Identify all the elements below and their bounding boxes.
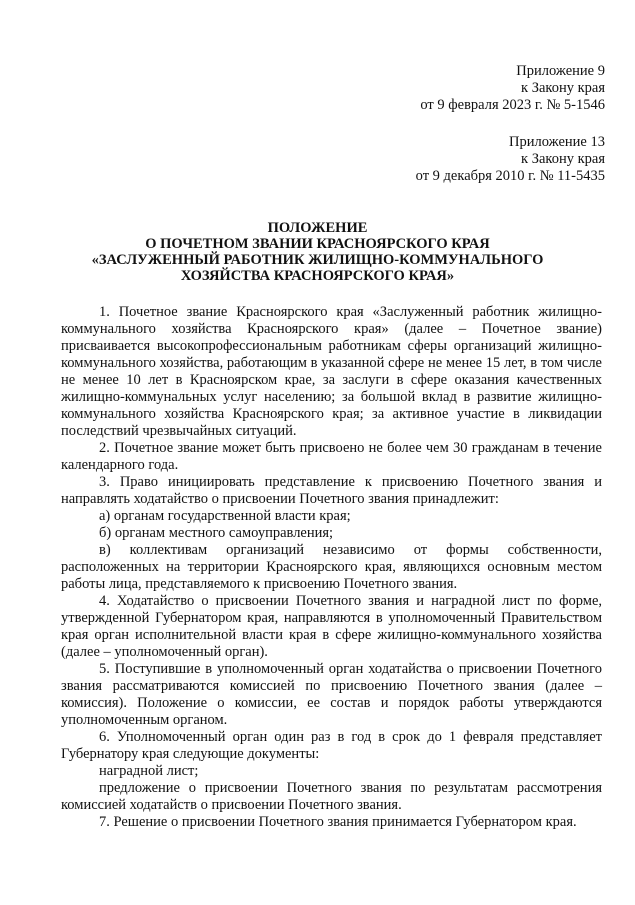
document-body bbox=[61, 304, 602, 831]
appendix-13-header bbox=[416, 134, 605, 185]
document-title bbox=[40, 220, 595, 284]
paragraph-6-item-2: предложение о присвоении Почетного звания по результатам рассмотрения комиссией ходатайств о присвоении Почетного звания. bbox=[61, 780, 602, 813]
appendix-13-law-ref: к Закону края bbox=[521, 151, 605, 167]
paragraph-3: 3. Право инициировать представление к присвоению Почетного звания и направлять ходатайство о присвоении Почетного звания принадлежит: bbox=[61, 474, 602, 507]
paragraph-5: 5. Поступившие в уполномоченный орган ходатайства о присвоении Почетного звания рассматриваются комиссией по присвоению Почетного звания (далее – комиссия). Положение о комиссии, ее состав и порядок работы утверждаются уполномоченным органом. bbox=[61, 661, 602, 728]
appendix-9-law-date: от 9 февраля 2023 г. № 5-1546 bbox=[420, 97, 605, 113]
paragraph-1: 1. Почетное звание Красноярского края «Заслуженный работник жилищно-коммунального хозяйства Красноярского края» (далее – Почетное звание) присваивается высокопрофессиональным работникам сферы организаций жилищно-коммунального хозяйства, работающим в указанной сфере не менее 15 лет, в том числе не менее 10 лет в Красноярском крае, за заслуги в сфере оказания качественных жилищно-коммунальных услуг населению; за большой вклад в развитие жилищно-коммунального хозяйства Красноярского края; за активное участие в ликвидации последствий чрезвычайных ситуаций. bbox=[61, 304, 602, 439]
paragraph-2: 2. Почетное звание может быть присвоено не более чем 30 гражданам в течение календарного года. bbox=[61, 440, 602, 473]
appendix-9-law-ref: к Закону края bbox=[521, 80, 605, 96]
paragraph-6: 6. Уполномоченный орган один раз в год в срок до 1 февраля представляет Губернатору края следующие документы: bbox=[61, 729, 602, 762]
title-line-4: ХОЗЯЙСТВА КРАСНОЯРСКОГО КРАЯ» bbox=[180, 268, 455, 284]
title-line-2: О ПОЧЕТНОМ ЗВАНИИ КРАСНОЯРСКОГО КРАЯ bbox=[145, 236, 490, 252]
title-line-1: ПОЛОЖЕНИЕ bbox=[267, 220, 368, 236]
appendix-9-number: Приложение 9 bbox=[516, 63, 605, 79]
paragraph-3-item-b: б) органам местного самоуправления; bbox=[99, 525, 334, 541]
appendix-13-number: Приложение 13 bbox=[509, 134, 605, 150]
paragraph-6-item-1: наградной лист; bbox=[99, 763, 199, 779]
appendix-9-header bbox=[420, 63, 605, 114]
title-line-3: «ЗАСЛУЖЕННЫЙ РАБОТНИК ЖИЛИЩНО-КОММУНАЛЬНОГО bbox=[91, 252, 544, 268]
appendix-13-law-date: от 9 декабря 2010 г. № 11-5435 bbox=[415, 168, 605, 184]
paragraph-7: 7. Решение о присвоении Почетного звания принимается Губернатором края. bbox=[99, 814, 577, 830]
paragraph-4: 4. Ходатайство о присвоении Почетного звания и наградной лист по форме, утвержденной Губернатором края, направляются в уполномоченный Правительством края орган исполнительной власти края в сфере жилищно-коммунального хозяйства (далее – уполномоченный орган). bbox=[61, 593, 602, 660]
paragraph-3-item-a: а) органам государственной власти края; bbox=[99, 508, 351, 524]
paragraph-3-item-c: в) коллективам организаций независимо от формы собственности, расположенных на территории Красноярского края, являющихся основным местом работы лица, представляемого к присвоению Почетного звания. bbox=[61, 542, 602, 592]
